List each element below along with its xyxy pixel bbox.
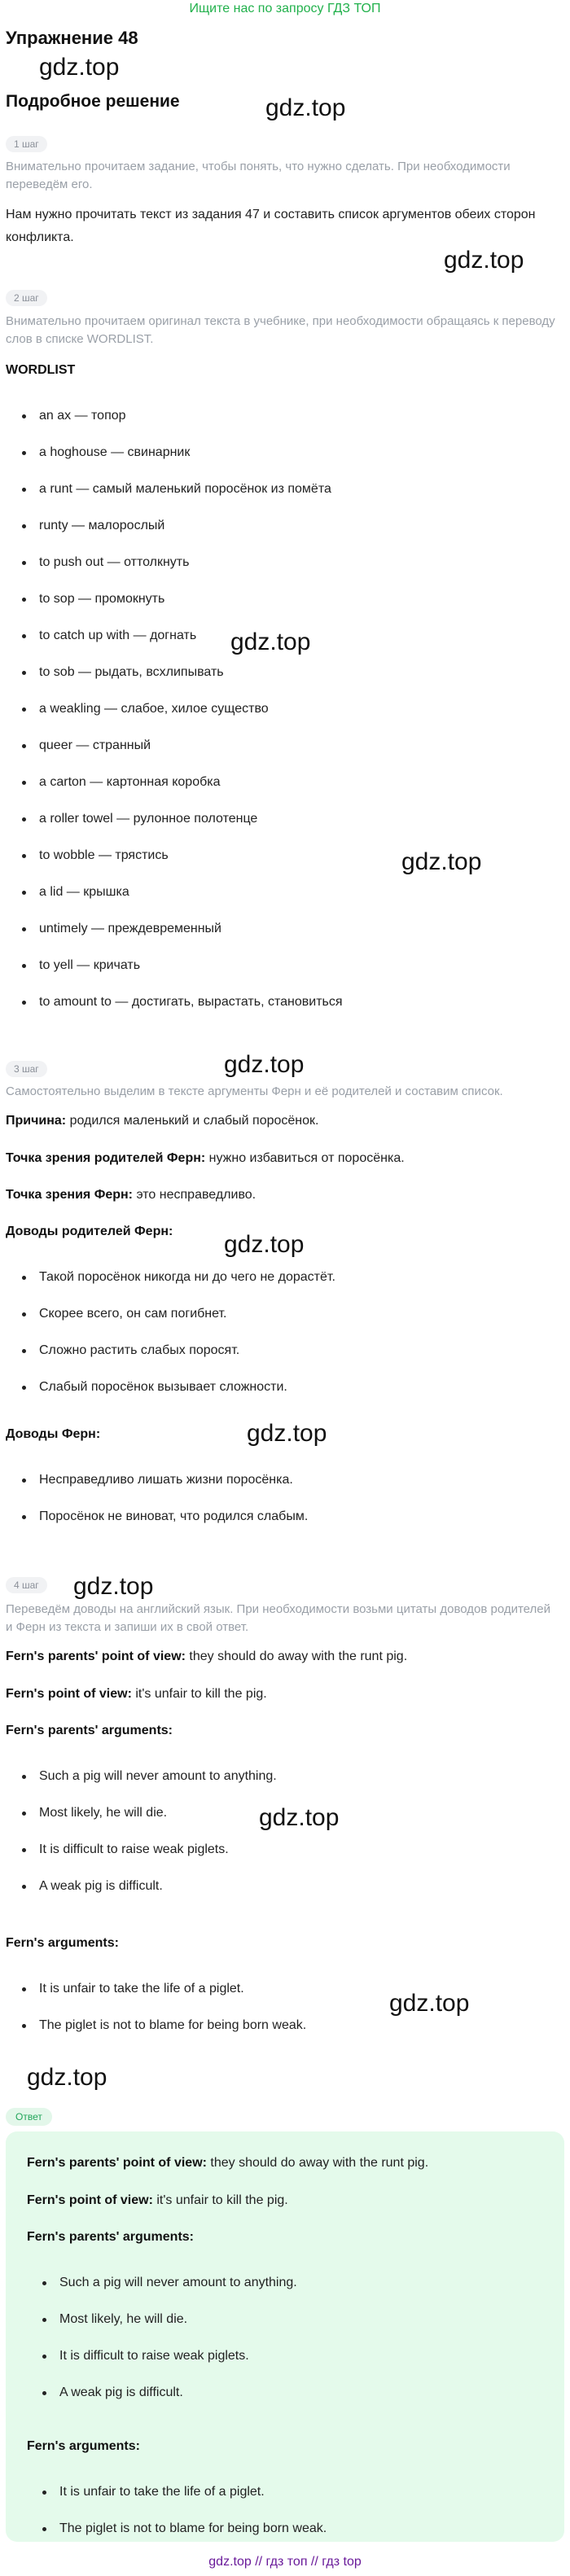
list-item: Such a pig will never amount to anything. bbox=[0, 1767, 277, 1803]
fern-view-text: это несправедливо. bbox=[133, 1188, 256, 1202]
en-parents-view-text: they should do away with the runt pig. bbox=[185, 1649, 408, 1663]
list-item: It is difficult to raise weak piglets. bbox=[0, 1840, 277, 1877]
list-item: Несправедливо лишать жизни поросёнка. bbox=[0, 1470, 308, 1507]
watermark: gdz.top bbox=[230, 629, 311, 655]
list-item: A weak pig is difficult. bbox=[6, 2383, 297, 2420]
list-item: a carton — картонная коробка bbox=[0, 773, 343, 809]
list-item: The piglet is not to blame for being born weak. bbox=[0, 2016, 306, 2052]
list-item: It is unfair to take the life of a piglet. bbox=[6, 2482, 327, 2519]
step-badge: 1 шаг bbox=[6, 136, 47, 152]
fern-view-line bbox=[6, 1188, 256, 1203]
ans-fern-view-line bbox=[27, 2193, 288, 2208]
list-item: Такой поросёнок никогда ни до чего не дорастёт. bbox=[0, 1268, 335, 1304]
watermark: gdz.top bbox=[265, 94, 346, 121]
list-item: Most likely, he will die. bbox=[6, 2310, 297, 2346]
step-note: Внимательно прочитаем задание, чтобы понять, что нужно сделать. При необходимости переведём его. bbox=[6, 160, 511, 191]
watermark: gdz.top bbox=[444, 247, 524, 274]
page-title: Упражнение 48 bbox=[6, 28, 138, 48]
en-parents-view-label: Fern's parents' point of view: bbox=[6, 1649, 186, 1663]
list-item: a runt — самый маленький поросёнок из помёта bbox=[0, 480, 343, 516]
en-fern-args-list bbox=[0, 1979, 306, 2052]
ans-fern-args-label-text: Fern's arguments: bbox=[27, 2439, 140, 2453]
step-badge: 4 шаг bbox=[6, 1577, 47, 1593]
step-badge: 3 шаг bbox=[6, 1061, 47, 1077]
step-note: Переведём доводы на английский язык. При необходимости возьми цитаты доводов родителей и Ферн из текста и запиши их в свой ответ. bbox=[6, 1602, 550, 1634]
list-item: It is difficult to raise weak piglets. bbox=[6, 2346, 297, 2383]
en-fern-view-text: it's unfair to kill the pig. bbox=[131, 1687, 267, 1701]
list-item: Поросёнок не виноват, что родился слабым. bbox=[0, 1507, 308, 1544]
watermark: gdz.top bbox=[224, 1231, 305, 1258]
top-banner[interactable]: Ищите нас по запросу ГДЗ ТОП bbox=[189, 2, 381, 15]
list-item: Сложно растить слабых поросят. bbox=[0, 1341, 335, 1378]
watermark: gdz.top bbox=[401, 848, 482, 875]
list-item: to sob — рыдать, всхлипывать bbox=[0, 663, 343, 699]
answer-box bbox=[6, 2131, 564, 2542]
list-item: Most likely, he will die. bbox=[0, 1803, 277, 1840]
en-fern-view-label: Fern's point of view: bbox=[6, 1687, 132, 1701]
list-item: It is unfair to take the life of a piglet. bbox=[0, 1979, 306, 2016]
list-item: a roller towel — рулонное полотенце bbox=[0, 809, 343, 846]
cause-label: Причина: bbox=[6, 1114, 67, 1128]
ans-parents-view-text: they should do away with the runt pig. bbox=[206, 2156, 429, 2170]
ans-parents-args-label-text: Fern's parents' arguments: bbox=[27, 2230, 194, 2244]
fern-view-label: Точка зрения Ферн: bbox=[6, 1188, 134, 1202]
list-item: to wobble — трястись bbox=[0, 846, 343, 883]
en-parents-args-label: Fern's parents' arguments: bbox=[6, 1724, 173, 1737]
list-item: to yell — кричать bbox=[0, 956, 343, 992]
solution-heading: Подробное решение bbox=[6, 92, 180, 111]
en-fern-args-label: Fern's arguments: bbox=[6, 1936, 119, 1950]
list-item: queer — странный bbox=[0, 736, 343, 773]
en-parents-args-list bbox=[0, 1767, 277, 1913]
answer-badge: Ответ bbox=[6, 2108, 52, 2126]
watermark: gdz.top bbox=[224, 1051, 305, 1078]
step-text: Нам нужно прочитать текст из задания 47 и составить список аргументов обеих сторон конфликта. bbox=[6, 208, 536, 244]
watermark: gdz.top bbox=[247, 1420, 327, 1447]
watermark: gdz.top bbox=[27, 2064, 107, 2091]
watermark: gdz.top bbox=[259, 1804, 340, 1831]
list-item: a lid — крышка bbox=[0, 883, 343, 919]
step-note: Самостоятельно выделим в тексте аргументы Ферн и её родителей и составим список. bbox=[6, 1084, 503, 1098]
ans-parents-args-list bbox=[6, 2273, 297, 2420]
ans-fern-view-text: it's unfair to kill the pig. bbox=[152, 2193, 288, 2207]
parents-view-text: нужно избавиться от поросёнка. bbox=[205, 1151, 405, 1165]
cause-line bbox=[6, 1114, 318, 1128]
step-note: Внимательно прочитаем оригинал текста в учебнике, при необходимости обращаясь к переводу слов в списке WORDLIST. bbox=[6, 314, 555, 346]
fern-args-label: Доводы Ферн: bbox=[6, 1427, 101, 1441]
ans-parents-args-label bbox=[27, 2230, 194, 2245]
watermark: gdz.top bbox=[73, 1573, 154, 1600]
list-item: to sop — промокнуть bbox=[0, 589, 343, 626]
cause-text: родился маленький и слабый поросёнок. bbox=[66, 1114, 319, 1128]
parents-args-label: Доводы родителей Ферн: bbox=[6, 1224, 173, 1238]
parents-view-label: Точка зрения родителей Ферн: bbox=[6, 1151, 206, 1165]
list-item: an ax — топор bbox=[0, 406, 343, 443]
list-item: Such a pig will never amount to anything. bbox=[6, 2273, 297, 2310]
wordlist-label: WORDLIST bbox=[6, 363, 76, 377]
en-fern-view-line bbox=[6, 1687, 267, 1702]
list-item: to amount to — достигать, вырастать, становиться bbox=[0, 992, 343, 1029]
list-item: to push out — оттолкнуть bbox=[0, 553, 343, 589]
ans-parents-view-label: Fern's parents' point of view: bbox=[27, 2156, 207, 2170]
list-item: The piglet is not to blame for being born weak. bbox=[6, 2519, 327, 2556]
ans-fern-view-label: Fern's point of view: bbox=[27, 2193, 153, 2207]
list-item: untimely — преждевременный bbox=[0, 919, 343, 956]
en-parents-view-line bbox=[6, 1649, 407, 1664]
list-item: runty — малорослый bbox=[0, 516, 343, 553]
list-item: Слабый поросёнок вызывает сложности. bbox=[0, 1378, 335, 1414]
ans-parents-view-line bbox=[27, 2156, 428, 2171]
list-item: A weak pig is difficult. bbox=[0, 1877, 277, 1913]
parents-args-list bbox=[0, 1268, 335, 1414]
watermark: gdz.top bbox=[389, 1990, 470, 2017]
footer-links[interactable]: gdz.top // гдз топ // гдз top bbox=[208, 2555, 362, 2569]
list-item: to catch up with — догнать bbox=[0, 626, 343, 663]
ans-fern-args-label bbox=[27, 2439, 140, 2454]
watermark: gdz.top bbox=[39, 54, 120, 81]
step-badge: 2 шаг bbox=[6, 290, 47, 306]
list-item: a weakling — слабое, хилое существо bbox=[0, 699, 343, 736]
list-item: a hoghouse — свинарник bbox=[0, 443, 343, 480]
ans-fern-args-list bbox=[6, 2482, 327, 2556]
parents-view-line bbox=[6, 1151, 405, 1166]
list-item: Скорее всего, он сам погибнет. bbox=[0, 1304, 335, 1341]
fern-args-list bbox=[0, 1470, 308, 1544]
wordlist bbox=[0, 406, 343, 1029]
